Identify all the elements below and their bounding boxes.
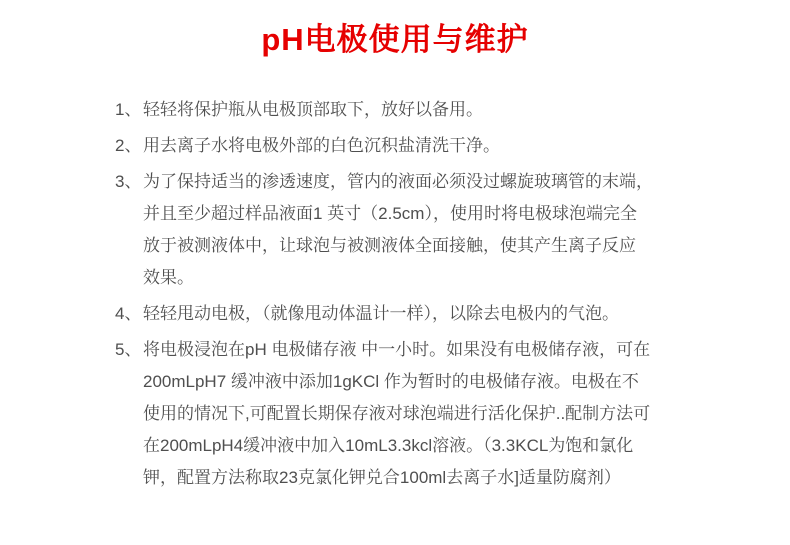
- item-text-line: 在200mLpH4缓冲液中加入10mL3.3kcl溶液。（3.3KCL为饱和氯化: [143, 436, 634, 455]
- item-number: 3、: [115, 172, 142, 191]
- item-text-line: 效果。: [143, 268, 194, 287]
- item-text-line: 将电极浸泡在pH 电极储存液 中一小时。如果没有电极储存液，可在: [143, 340, 651, 359]
- list-item-4: [115, 298, 730, 330]
- item-text: [143, 130, 730, 162]
- item-text: [143, 334, 730, 494]
- item-text: [143, 166, 730, 294]
- item-text-line: 并且至少超过样品液面1 英寸（2.5cm），使用时将电极球泡端完全: [143, 204, 637, 223]
- item-text-line: 200mLpH7 缓冲液中添加1gKCl 作为暂时的电极储存液。电极在不: [143, 372, 639, 391]
- item-text-line: 轻轻甩动电极，（就像甩动体温计一样），以除去电极内的气泡。: [143, 304, 619, 323]
- item-text-line: 轻轻将保护瓶从电极顶部取下，放好以备用。: [143, 100, 483, 119]
- item-text-line: 放于被测液体中，让球泡与被测液体全面接触，使其产生离子反应: [143, 236, 636, 255]
- item-number: 5、: [115, 340, 142, 359]
- item-text-line: 使用的情况下,可配置长期保存液对球泡端进行活化保护..配制方法可: [143, 404, 651, 423]
- item-text: [143, 298, 730, 330]
- item-number: 1、: [115, 100, 142, 119]
- list-item-3: [115, 166, 730, 294]
- item-number: 2、: [115, 136, 142, 155]
- item-text-line: 为了保持适当的渗透速度，管内的液面必须没过螺旋玻璃管的末端，: [143, 172, 653, 191]
- item-text-line: 钾，配置方法称取23克氯化钾兑合100ml去离子水]适量防腐剂）: [143, 468, 621, 487]
- list-item-1: [115, 94, 730, 126]
- list-item-2: [115, 130, 730, 162]
- item-number: 4、: [115, 304, 142, 323]
- page-title: pH电极使用与维护: [261, 22, 529, 57]
- item-text: [143, 94, 730, 126]
- list-item-5: [115, 334, 730, 494]
- instruction-list: [115, 94, 730, 494]
- item-text-line: 用去离子水将电极外部的白色沉积盐清洗干净。: [143, 136, 500, 155]
